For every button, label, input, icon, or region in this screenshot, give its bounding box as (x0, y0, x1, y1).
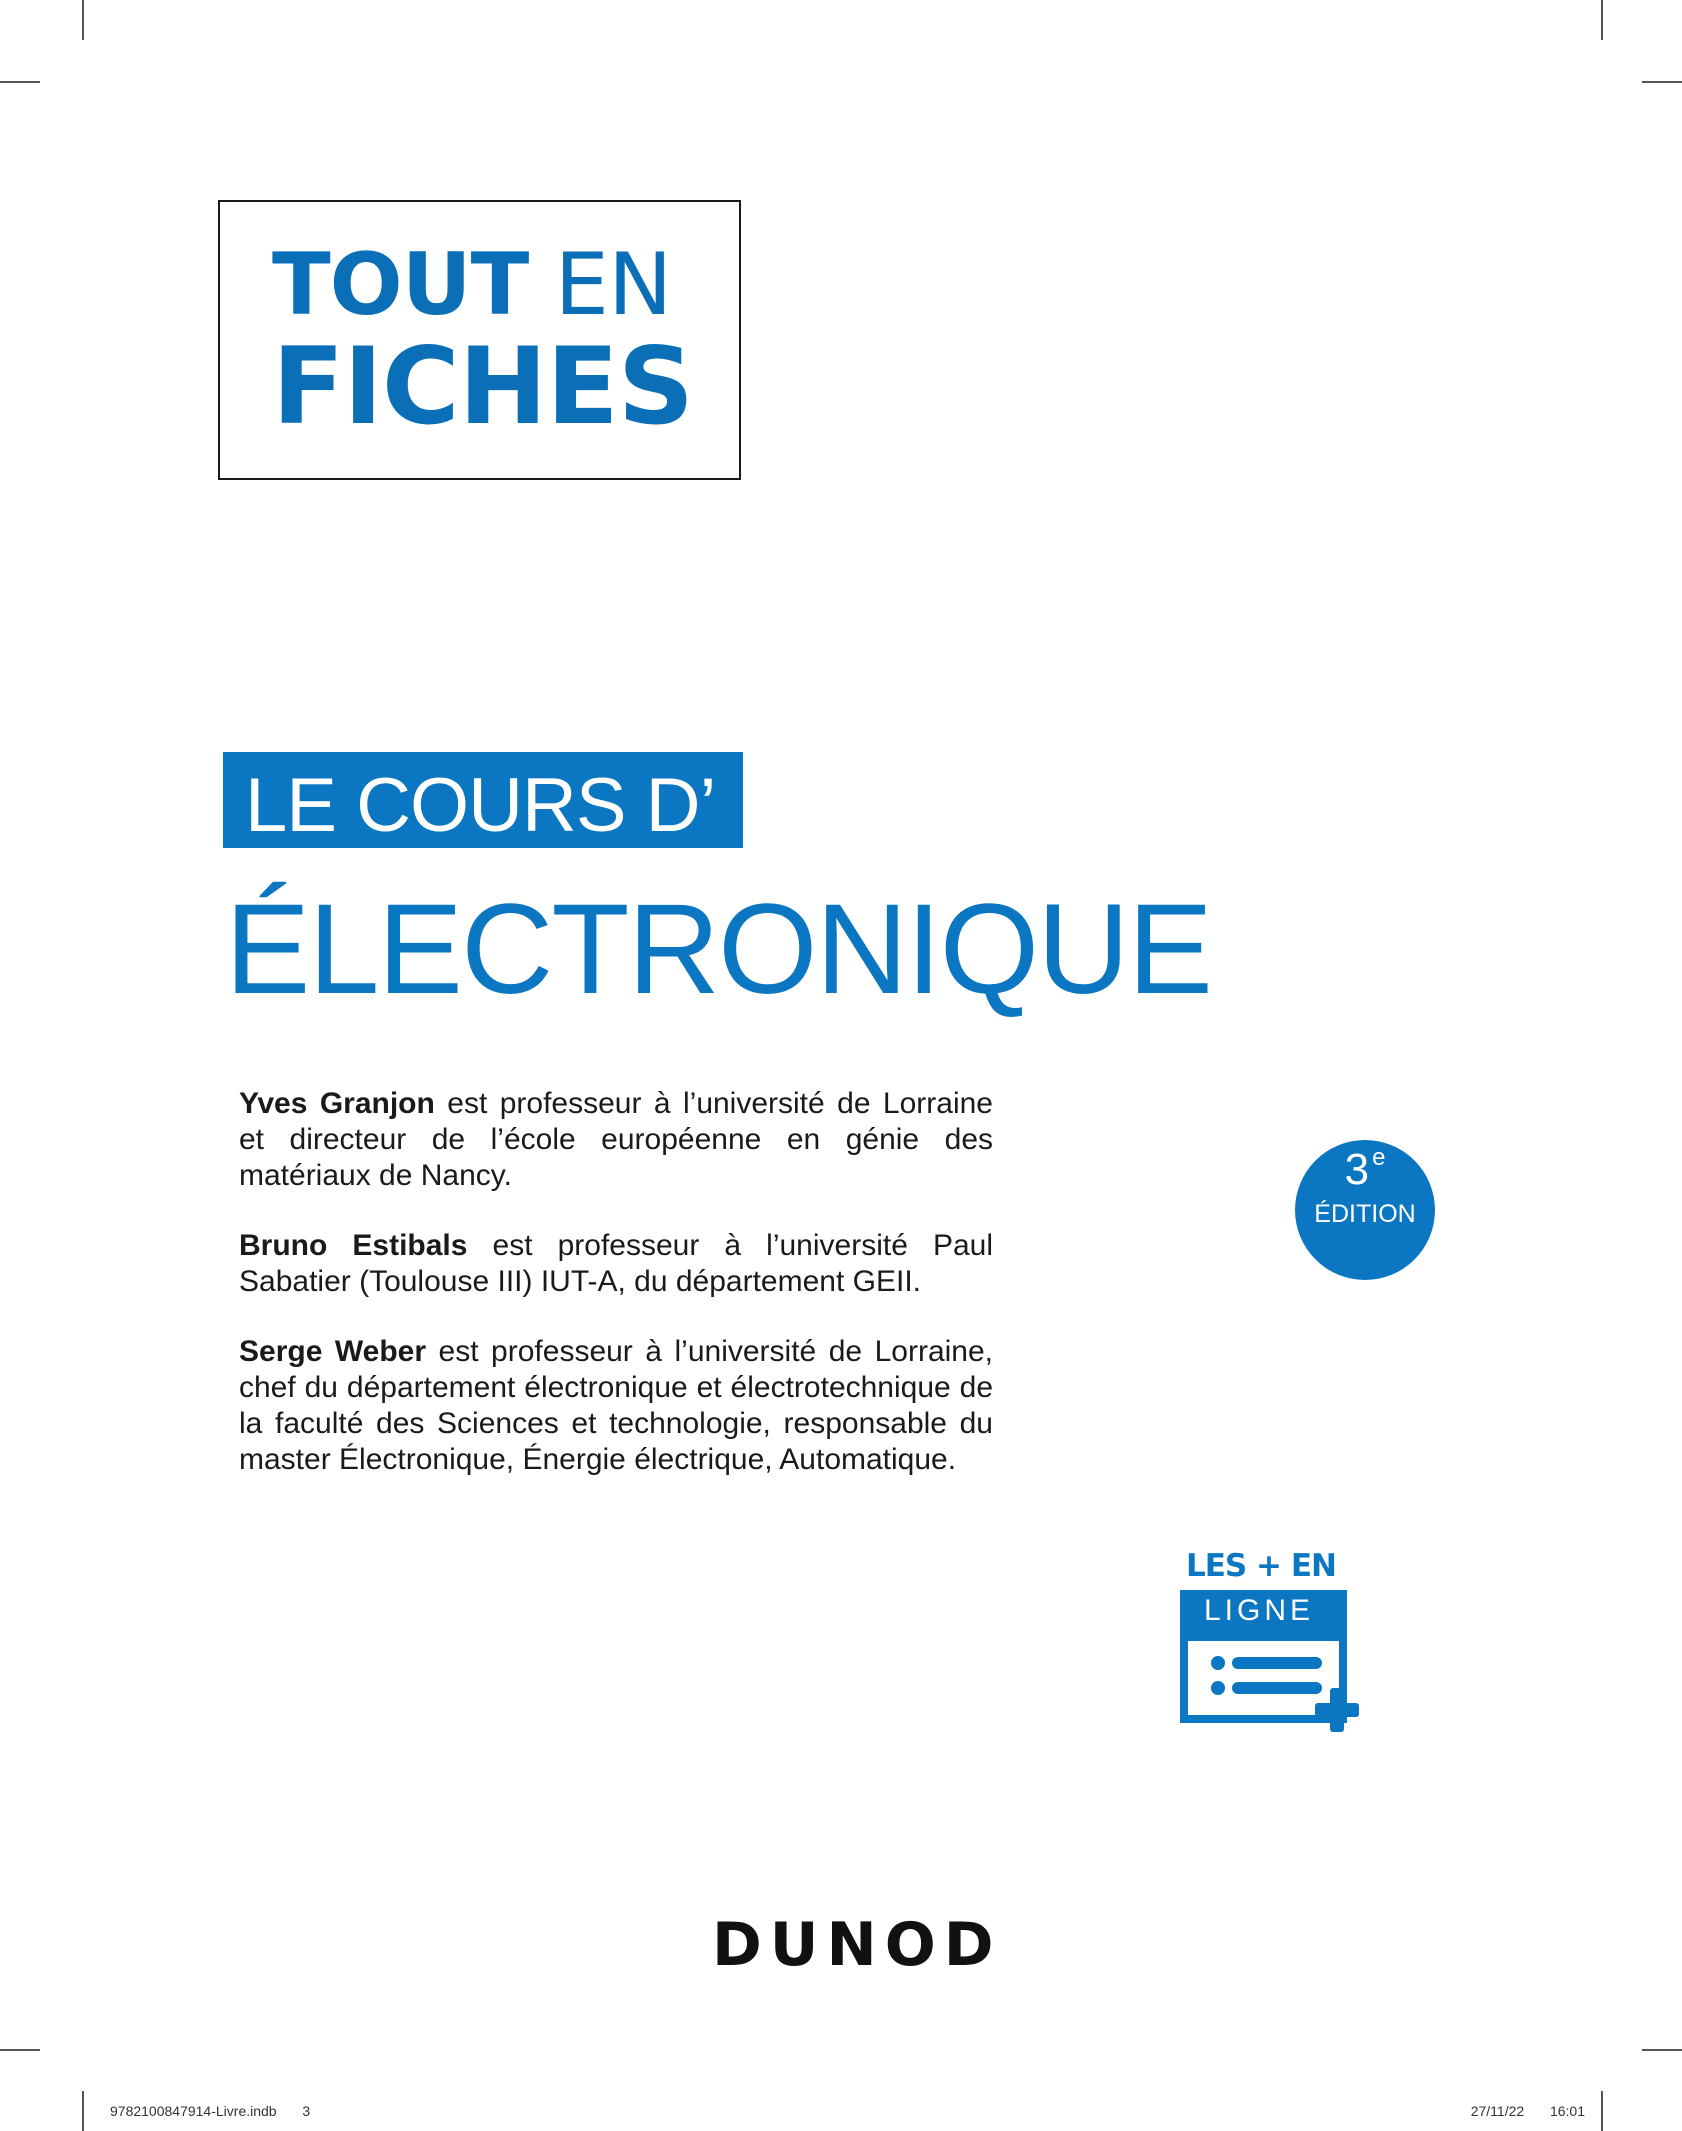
print-slug-page: 3 (302, 2103, 311, 2119)
author-bio (239, 1086, 993, 1194)
crop-mark-top-right (1601, 0, 1603, 40)
series-line-1 (272, 235, 672, 335)
author-description: est professeur à l’université Paul Sabatier (Toulouse III) IUT-A, du département GEII. (239, 1229, 993, 1298)
crop-mark-bottom-left-h (0, 2049, 40, 2051)
crop-mark-bottom-right (1601, 2091, 1603, 2131)
author-bio (239, 1228, 993, 1300)
edition-label: ÉDITION (1314, 1200, 1416, 1228)
crop-mark-top-right-h (1642, 81, 1682, 83)
book-title: ÉLECTRONIQUE (225, 878, 1211, 1021)
print-slug-timestamp (1471, 2103, 1585, 2119)
author-name: Bruno Estibals (239, 1229, 468, 1262)
print-slug-time: 16:01 (1549, 2103, 1585, 2119)
online-resources-badge (1180, 1548, 1360, 1748)
print-slug-filename: 9782100847914-Livre.indb (110, 2103, 277, 2119)
edition-number (1295, 1144, 1435, 1194)
course-banner (223, 752, 743, 848)
author-name: Serge Weber (239, 1335, 427, 1368)
author-description: est professeur à l’université de Lorraine, chef du département électronique et électrotechnique de la faculté des Sciences et technologie, responsable du master Électronique, Énergie électrique, Automatique. (239, 1335, 993, 1476)
series-word-tout: TOUT (272, 235, 529, 335)
series-word-fiches: FICHES (272, 325, 694, 448)
print-slug-date: 27/11/22 (1470, 2103, 1525, 2119)
edition-suffix: e (1372, 1144, 1386, 1171)
author-bios (239, 1086, 993, 1512)
series-word-en: EN (554, 235, 672, 335)
publisher-logo: DUNOD (712, 1910, 1002, 1980)
print-slug-file (110, 2103, 310, 2119)
author-description: est professeur à l’université de Lorraine et directeur de l’école européenne en génie des matériaux de Nancy. (239, 1087, 993, 1192)
author-name: Yves Granjon (239, 1087, 435, 1120)
crop-mark-top-left-h (0, 81, 40, 83)
edition-badge (1295, 1140, 1435, 1280)
edition-number-value: 3 (1344, 1145, 1370, 1194)
crop-mark-top-left (82, 0, 84, 40)
author-bio (239, 1334, 993, 1478)
crop-mark-bottom-right-h (1642, 2049, 1682, 2051)
crop-mark-bottom-left (82, 2091, 84, 2131)
online-resources-subtitle: LIGNE (1204, 1594, 1315, 1627)
course-banner-text: LE COURS D’ (245, 763, 716, 848)
online-resources-title: LES + EN (1186, 1548, 1336, 1584)
series-logo-box (218, 200, 741, 480)
